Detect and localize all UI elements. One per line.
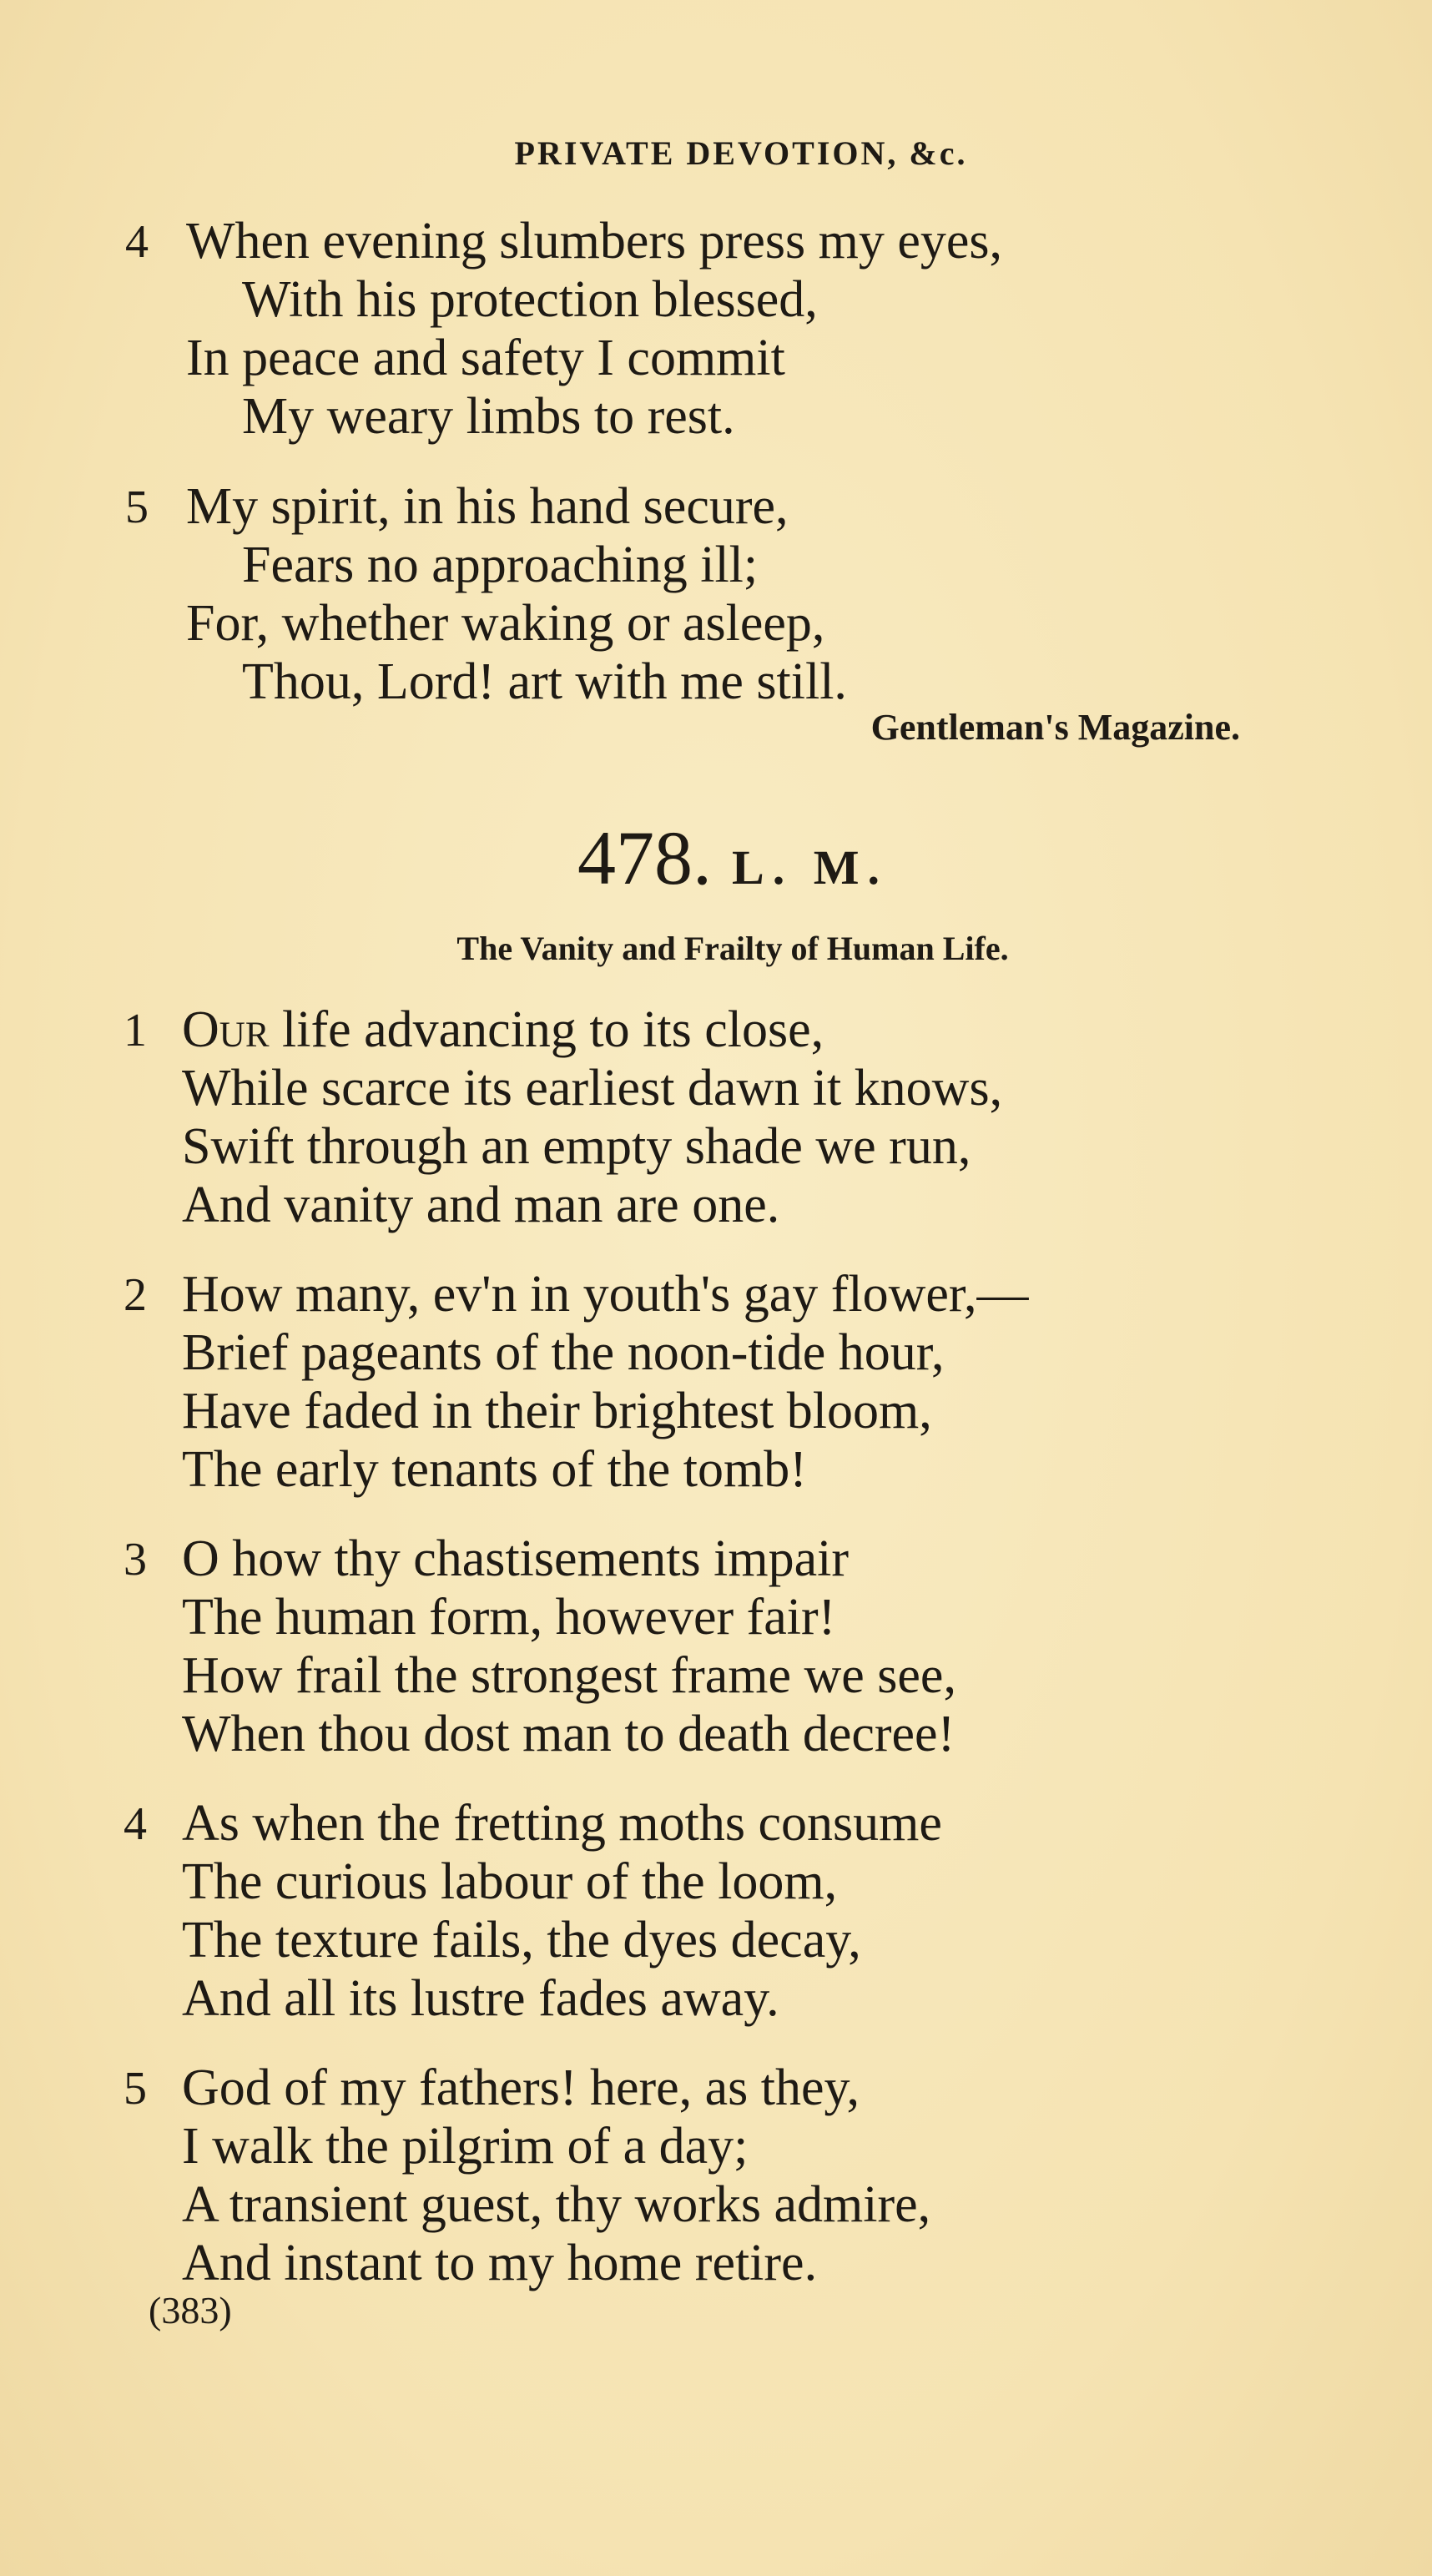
hymn-heading bbox=[0, 814, 1432, 902]
verse-line: When evening slumbers press my eyes, bbox=[186, 213, 1002, 270]
verse-line: While scarce its earliest dawn it knows, bbox=[182, 1060, 1003, 1117]
verse-line: And vanity and man are one. bbox=[182, 1177, 780, 1233]
stanza-number: 3 bbox=[124, 1534, 147, 1585]
verse-line: Brief pageants of the noon-tide hour, bbox=[182, 1324, 945, 1381]
verse-line: When thou dost man to death decree! bbox=[182, 1706, 956, 1762]
hymn-number: 478. bbox=[577, 815, 713, 900]
verse-line: And instant to my home retire. bbox=[182, 2235, 818, 2291]
verse-line: The curious labour of the loom, bbox=[182, 1853, 838, 1910]
stanza-number: 4 bbox=[124, 1798, 147, 1850]
verse-line: Thou, Lord! art with me still. bbox=[242, 653, 847, 710]
verse-line: As when the fretting moths consume bbox=[182, 1795, 942, 1852]
verse-line: Swift through an empty shade we run, bbox=[182, 1118, 971, 1175]
first-line-rest: life advancing to its close, bbox=[269, 1001, 824, 1058]
stanza-number: 4 bbox=[125, 216, 149, 268]
verse-line: God of my fathers! here, as they, bbox=[182, 2059, 860, 2116]
verse-line: And all its lustre fades away. bbox=[182, 1970, 779, 2027]
attribution: Gentleman's Magazine. bbox=[870, 707, 1240, 748]
verse-line: The early tenants of the tomb! bbox=[182, 1441, 807, 1498]
verse-line bbox=[182, 1001, 824, 1058]
verse-line: My spirit, in his hand secure, bbox=[186, 478, 789, 535]
verse-line: Have faded in their brightest bloom, bbox=[182, 1383, 932, 1439]
verse-line: O how thy chastisements impair bbox=[182, 1530, 849, 1587]
verse-line: How frail the strongest frame we see, bbox=[182, 1647, 956, 1704]
verse-line: Fears no approaching ill; bbox=[242, 537, 759, 593]
verse-line: In peace and safety I commit bbox=[186, 330, 785, 386]
verse-line: For, whether waking or asleep, bbox=[186, 595, 825, 652]
first-word: Our bbox=[182, 1001, 270, 1058]
verse-line: The human form, however fair! bbox=[182, 1589, 836, 1646]
hymn-meter: L. M. bbox=[732, 840, 888, 895]
verse-line: My weary limbs to rest. bbox=[242, 388, 735, 445]
stanza-number: 5 bbox=[125, 481, 149, 533]
running-header: PRIVATE DEVOTION, &c. bbox=[514, 134, 968, 172]
hymn-subtitle: The Vanity and Frailty of Human Life. bbox=[456, 930, 1009, 967]
stanza-number: 2 bbox=[124, 1269, 147, 1321]
page-number: (383) bbox=[149, 2289, 232, 2332]
stanza-number: 1 bbox=[124, 1005, 147, 1056]
verse-line: With his protection blessed, bbox=[242, 271, 818, 328]
verse-line: A transient guest, thy works admire, bbox=[182, 2176, 931, 2233]
verse-line: I walk the pilgrim of a day; bbox=[182, 2118, 749, 2175]
stanza-number: 5 bbox=[124, 2063, 147, 2115]
verse-line: How many, ev'n in youth's gay flower,— bbox=[182, 1266, 1029, 1323]
verse-line: The texture fails, the dyes decay, bbox=[182, 1912, 861, 1969]
